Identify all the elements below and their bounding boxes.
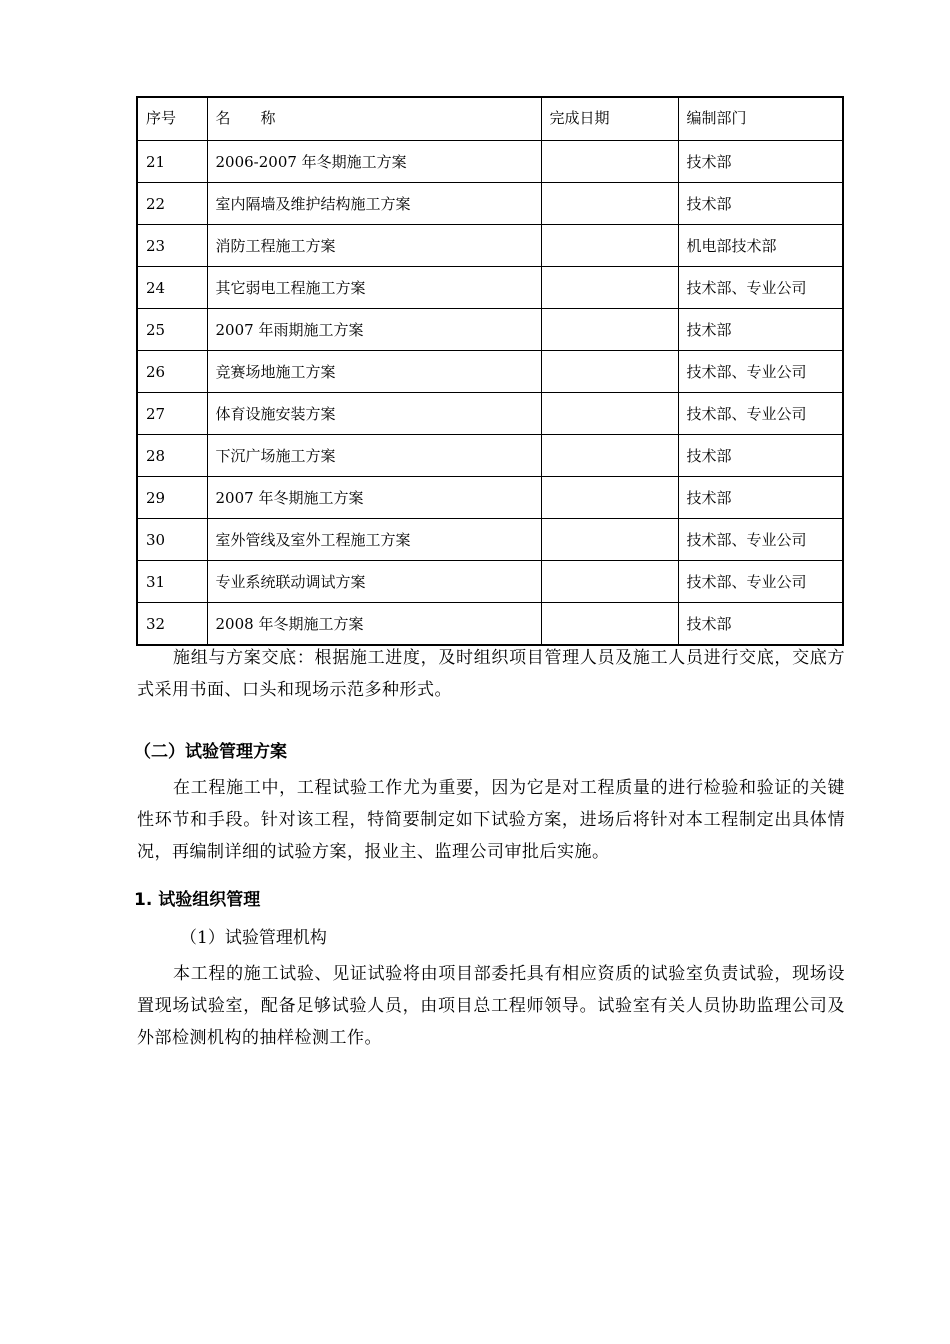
cell-date — [541, 225, 678, 267]
cell-no: 31 — [137, 561, 207, 603]
table-row — [137, 141, 843, 183]
table-row — [137, 477, 843, 519]
cell-name: 2006-2007 年冬期施工方案 — [207, 141, 541, 183]
cell-dept: 技术部、专业公司 — [678, 519, 843, 561]
table-row — [137, 183, 843, 225]
cell-date — [541, 393, 678, 435]
cell-no: 27 — [137, 393, 207, 435]
cell-dept: 技术部、专业公司 — [678, 351, 843, 393]
cell-name: 室外管线及室外工程施工方案 — [207, 519, 541, 561]
table-row — [137, 351, 843, 393]
cell-dept: 技术部 — [678, 309, 843, 351]
paragraph-test-agency: 本工程的施工试验、见证试验将由项目部委托具有相应资质的试验室负责试验，现场设置现场试验室，配备足够试验人员，由项目总工程师领导。试验室有关人员协助监理公司及外部检测机构的抽样检测工作。 — [137, 964, 845, 1048]
cell-dept: 机电部技术部 — [678, 225, 843, 267]
cell-date — [541, 141, 678, 183]
table-row — [137, 435, 843, 477]
table-row — [137, 519, 843, 561]
cell-no: 22 — [137, 183, 207, 225]
cell-name: 体育设施安装方案 — [207, 393, 541, 435]
cell-name: 2007 年雨期施工方案 — [207, 309, 541, 351]
cell-dept: 技术部 — [678, 141, 843, 183]
cell-name: 消防工程施工方案 — [207, 225, 541, 267]
header-no: 序号 — [137, 97, 207, 141]
cell-dept: 技术部 — [678, 477, 843, 519]
cell-date — [541, 477, 678, 519]
cell-date — [541, 561, 678, 603]
cell-dept: 技术部 — [678, 183, 843, 225]
cell-name: 室内隔墙及维护结构施工方案 — [207, 183, 541, 225]
cell-date — [541, 183, 678, 225]
cell-name: 其它弱电工程施工方案 — [207, 267, 541, 309]
cell-dept: 技术部、专业公司 — [678, 561, 843, 603]
cell-no: 29 — [137, 477, 207, 519]
cell-no: 23 — [137, 225, 207, 267]
subsection-heading-test-organization: 1. 试验组织管理 — [134, 890, 261, 910]
cell-no: 24 — [137, 267, 207, 309]
table-row — [137, 561, 843, 603]
cell-dept: 技术部、专业公司 — [678, 393, 843, 435]
cell-name: 竞赛场地施工方案 — [207, 351, 541, 393]
cell-dept: 技术部、专业公司 — [678, 267, 843, 309]
table-row — [137, 393, 843, 435]
cell-date — [541, 267, 678, 309]
item-heading-test-agency: （1）试验管理机构 — [180, 928, 327, 948]
cell-no: 28 — [137, 435, 207, 477]
cell-date — [541, 435, 678, 477]
cell-date — [541, 351, 678, 393]
cell-dept: 技术部 — [678, 435, 843, 477]
cell-name: 2008 年冬期施工方案 — [207, 603, 541, 646]
table-header-row — [137, 97, 843, 141]
cell-dept: 技术部 — [678, 603, 843, 646]
plan-table — [136, 96, 844, 646]
paragraph-briefing: 施组与方案交底：根据施工进度，及时组织项目管理人员及施工人员进行交底，交底方式采用书面、口头和现场示范多种形式。 — [137, 648, 845, 700]
cell-no: 26 — [137, 351, 207, 393]
table-row — [137, 309, 843, 351]
cell-date — [541, 519, 678, 561]
cell-date — [541, 603, 678, 646]
cell-date — [541, 309, 678, 351]
cell-no: 21 — [137, 141, 207, 183]
cell-name: 下沉广场施工方案 — [207, 435, 541, 477]
paragraph-test-intro: 在工程施工中，工程试验工作尤为重要，因为它是对工程质量的进行检验和验证的关键性环节和手段。针对该工程，特简要制定如下试验方案，进场后将针对本工程制定出具体情况，再编制详细的试验方案，报业主、监理公司审批后实施。 — [137, 778, 845, 862]
cell-no: 32 — [137, 603, 207, 646]
header-dept: 编制部门 — [678, 97, 843, 141]
section-heading-test-management: （二）试验管理方案 — [134, 742, 287, 762]
header-date: 完成日期 — [541, 97, 678, 141]
table-row — [137, 267, 843, 309]
cell-no: 25 — [137, 309, 207, 351]
table-body — [137, 141, 843, 646]
table-row — [137, 225, 843, 267]
cell-name: 2007 年冬期施工方案 — [207, 477, 541, 519]
table-row — [137, 603, 843, 646]
cell-name: 专业系统联动调试方案 — [207, 561, 541, 603]
cell-no: 30 — [137, 519, 207, 561]
header-name: 名 称 — [207, 97, 541, 141]
